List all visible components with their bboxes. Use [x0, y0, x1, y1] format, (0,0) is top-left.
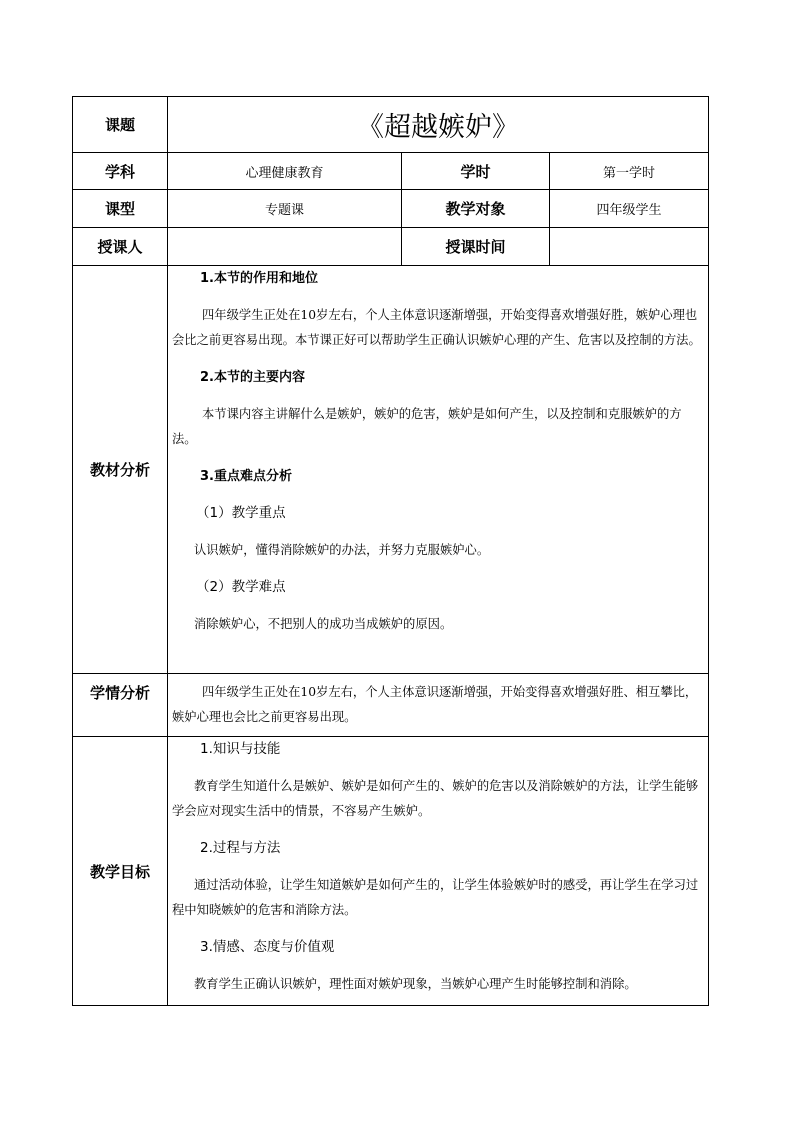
subject-value: 心理健康教育 — [168, 153, 402, 190]
topic-label: 课题 — [73, 97, 168, 153]
goals-heading-2: 2.过程与方法 — [200, 840, 281, 856]
teacher-label: 授课人 — [73, 228, 168, 266]
difficulties-text: 消除嫉妒心，不把别人的成功当成嫉妒的原因。 — [194, 617, 453, 631]
learner-row — [73, 674, 709, 737]
material-row — [73, 266, 709, 674]
material-label: 教材分析 — [73, 266, 168, 674]
type-label: 课型 — [73, 190, 168, 228]
learner-label: 学情分析 — [73, 674, 168, 737]
audience-value: 四年级学生 — [550, 190, 709, 228]
time-value — [550, 228, 709, 266]
audience-label: 教学对象 — [402, 190, 550, 228]
difficulties-heading: （2）教学难点 — [196, 579, 286, 595]
teacher-row — [73, 228, 709, 266]
goals-content — [168, 737, 709, 1006]
goals-heading-1: 1.知识与技能 — [200, 741, 281, 757]
goals-paragraph-1: 教育学生知道什么是嫉妒、嫉妒是如何产生的、嫉妒的危害以及消除嫉妒的方法，让学生能够学会应对现实生活中的情景，不容易产生嫉妒。 — [172, 779, 699, 818]
topic-row — [73, 97, 709, 153]
goals-paragraph-2: 通过活动体验，让学生知道嫉妒是如何产生的，让学生体验嫉妒时的感受，再让学生在学习过程中知晓嫉妒的危害和消除方法。 — [172, 878, 699, 917]
lesson-title: 《超越嫉妒》 — [168, 97, 709, 153]
learner-paragraph: 四年级学生正处在10岁左右，个人主体意识逐渐增强，开始变得喜欢增强好胜、相互攀比，嫉妒心理也会比之前更容易出现。 — [172, 685, 698, 724]
material-heading-1: 1.本节的作用和地位 — [200, 271, 318, 286]
key-points-heading: （1）教学重点 — [196, 505, 286, 521]
material-heading-3: 3.重点难点分析 — [200, 469, 292, 484]
time-label: 授课时间 — [402, 228, 550, 266]
type-value: 专题课 — [168, 190, 402, 228]
learner-content — [168, 674, 709, 737]
hours-label: 学时 — [402, 153, 550, 190]
goals-row — [73, 737, 709, 1006]
type-row — [73, 190, 709, 228]
subject-label: 学科 — [73, 153, 168, 190]
subject-row — [73, 153, 709, 190]
material-paragraph-1: 四年级学生正处在10岁左右，个人主体意识逐渐增强，开始变得喜欢增强好胜，嫉妒心理也会比之前更容易出现。本节课正好可以帮助学生正确认识嫉妒心理的产生、危害以及控制的方法。 — [172, 308, 701, 347]
material-paragraph-2: 本节课内容主讲解什么是嫉妒，嫉妒的危害，嫉妒是如何产生，以及控制和克服嫉妒的方法。 — [172, 407, 682, 446]
goals-paragraph-3: 教育学生正确认识嫉妒，理性面对嫉妒现象，当嫉妒心理产生时能够控制和消除。 — [194, 977, 637, 991]
hours-value: 第一学时 — [550, 153, 709, 190]
material-heading-2: 2.本节的主要内容 — [200, 370, 305, 385]
lesson-plan-table — [72, 96, 709, 1006]
teacher-value — [168, 228, 402, 266]
key-points-text: 认识嫉妒，懂得消除嫉妒的办法，并努力克服嫉妒心。 — [194, 543, 490, 557]
goals-label: 教学目标 — [73, 737, 168, 1006]
material-content — [168, 266, 709, 674]
goals-heading-3: 3.情感、态度与价值观 — [200, 939, 335, 955]
